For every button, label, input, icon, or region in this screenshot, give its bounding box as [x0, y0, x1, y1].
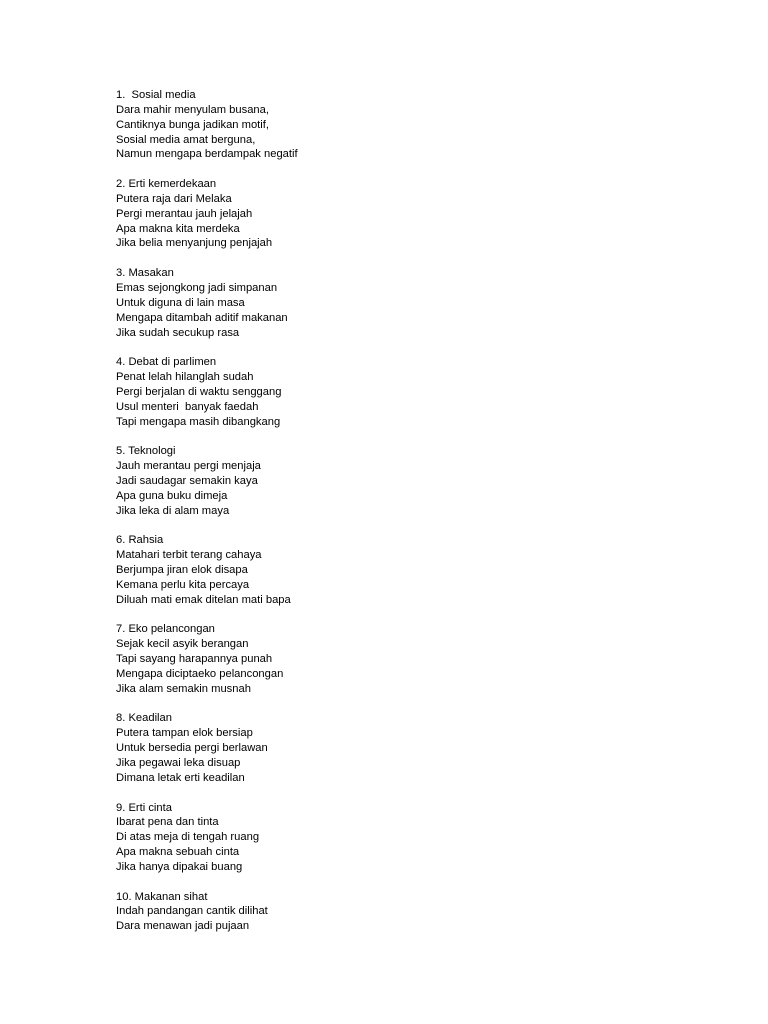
stanza-line: Tapi mengapa masih dibangkang — [116, 415, 281, 428]
stanza-line: Sosial media amat berguna, — [116, 133, 256, 146]
stanza-line: Kemana perlu kita percaya — [116, 578, 250, 591]
stanza-line: Untuk diguna di lain masa — [116, 296, 245, 309]
pantun-stanza-1 — [116, 88, 676, 162]
stanza-line: Cantiknya bunga jadikan motif, — [116, 118, 269, 131]
stanza-line: Apa makna kita merdeka — [116, 222, 240, 235]
stanza-line: Jauh merantau pergi menjaja — [116, 460, 261, 473]
pantun-stanza-3 — [116, 266, 676, 340]
stanza-title: 9. Erti cinta — [116, 801, 172, 814]
stanza-line: Matahari terbit terang cahaya — [116, 549, 262, 562]
stanza-line: Apa guna buku dimeja — [116, 489, 228, 502]
stanza-line: Jika sudah secukup rasa — [116, 326, 240, 339]
pantun-stanza-5 — [116, 444, 676, 518]
stanza-line: Berjumpa jiran elok disapa — [116, 564, 248, 576]
stanza-line: Mengapa ditambah aditif makanan — [116, 311, 288, 324]
stanza-title: 8. Keadilan — [116, 712, 172, 725]
stanza-line: Apa makna sebuah cinta — [116, 846, 240, 859]
stanza-line: Dimana letak erti keadilan — [116, 771, 245, 784]
stanza-line: Dara mahir menyulam busana, — [116, 103, 269, 116]
stanza-line: Usul menteri banyak faedah — [116, 400, 259, 413]
stanza-line: Di atas meja di tengah ruang — [116, 831, 260, 844]
stanza-line: Jika alam semakin musnah — [116, 682, 251, 695]
pantun-stanza-10 — [116, 890, 676, 935]
stanza-line: Pergi merantau jauh jelajah — [116, 207, 253, 220]
stanza-line: Jadi saudagar semakin kaya — [116, 474, 258, 487]
stanza-line: Jika pegawai leka disuap — [116, 756, 241, 769]
stanza-line: Indah pandangan cantik dilihat — [116, 905, 268, 918]
stanza-line: Diluah mati emak ditelan mati bapa — [116, 593, 291, 606]
stanza-line: Emas sejongkong jadi simpanan — [116, 281, 278, 294]
stanza-line: Sejak kecil asyik berangan — [116, 638, 249, 651]
stanza-line: Putera raja dari Melaka — [116, 192, 232, 205]
pantun-stanza-9 — [116, 801, 676, 875]
stanza-title: 1. Sosial media — [116, 89, 196, 101]
stanza-title: 3. Masakan — [116, 267, 174, 280]
stanza-line: Namun mengapa berdampak negatif — [116, 148, 298, 161]
pantun-stanza-2 — [116, 177, 676, 251]
stanza-line: Jika hanya dipakai buang — [116, 860, 243, 873]
document-page — [116, 88, 676, 949]
stanza-title: 2. Erti kemerdekaan — [116, 178, 217, 191]
pantun-stanza-7 — [116, 622, 676, 696]
pantun-stanza-4 — [116, 355, 676, 429]
stanza-line: Pergi berjalan di waktu senggang — [116, 385, 282, 398]
stanza-title: 7. Eko pelancongan — [116, 623, 215, 636]
stanza-line: Jika leka di alam maya — [116, 504, 230, 517]
pantun-stanza-6 — [116, 533, 676, 607]
stanza-line: Penat lelah hilanglah sudah — [116, 371, 254, 384]
stanza-line: Tapi sayang harapannya punah — [116, 653, 273, 666]
stanza-line: Jika belia menyanjung penjajah — [116, 237, 273, 250]
stanza-title: 4. Debat di parlimen — [116, 356, 217, 369]
stanza-title: 10. Makanan sihat — [116, 890, 208, 903]
stanza-line: Putera tampan elok bersiap — [116, 727, 253, 740]
stanza-title: 5. Teknologi — [116, 445, 176, 458]
stanza-line: Dara menawan jadi pujaan — [116, 920, 250, 933]
pantun-stanza-8 — [116, 711, 676, 785]
stanza-line: Ibarat pena dan tinta — [116, 816, 219, 829]
stanza-line: Untuk bersedia pergi berlawan — [116, 742, 268, 755]
stanza-line: Mengapa diciptaeko pelancongan — [116, 667, 284, 680]
stanza-title: 6. Rahsia — [116, 534, 164, 547]
